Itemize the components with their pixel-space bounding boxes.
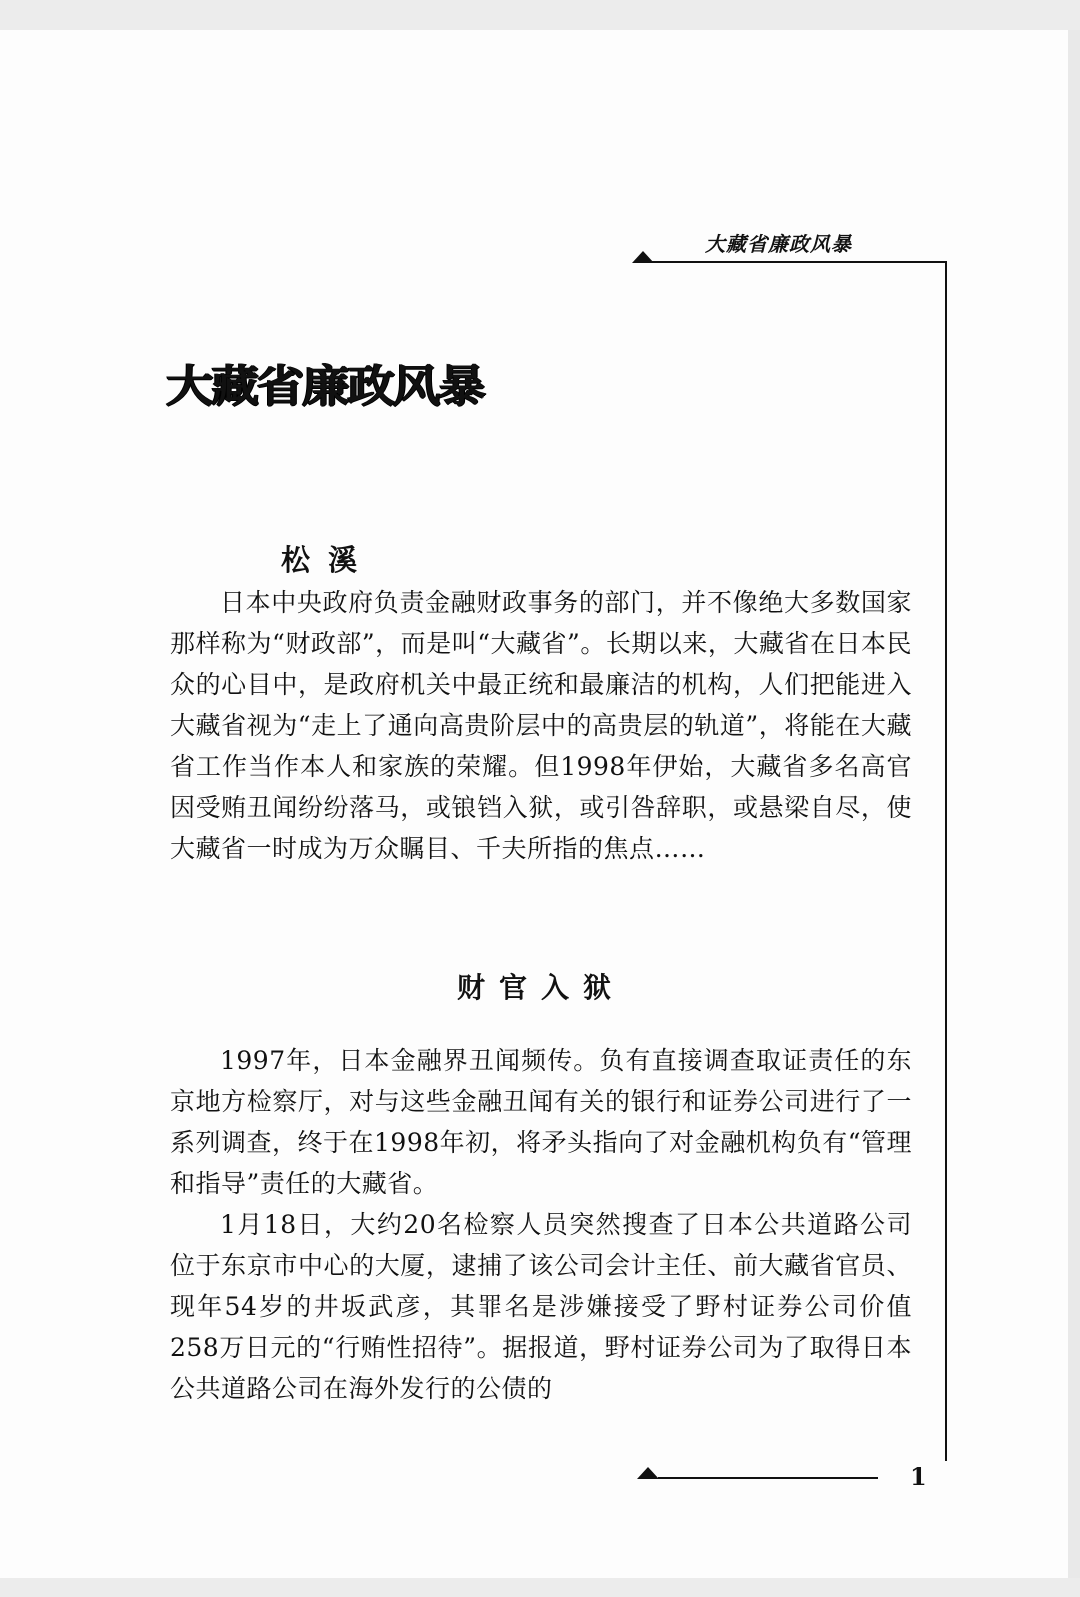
page-number: 1 [910, 1462, 927, 1491]
intro-paragraph: 日本中央政府负责金融财政事务的部门，并不像绝大多数国家那样称为“财政部”，而是叫“大藏省”。长期以来，大藏省在日本民众的心目中，是政府机关中最正统和最廉洁的机构，人们把能进入大藏省视为“走上了通向高贵阶层中的高贵层的轨道”，将能在大藏省工作当作本人和家族的荣耀。但1998年伊始，大藏省多名高官因受贿丑闻纷纷落马，或锒铛入狱，或引咎辞职，或悬梁自尽，使大藏省一时成为万众瞩目、千夫所指的焦点…… [170, 588, 912, 863]
body-paragraph-2: 1月18日，大约20名检察人员突然搜查了日本公共道路公司位于东京市中心的大厦，逮捕了该公司会计主任、前大藏省官员、现年54岁的井坂武彦，其罪名是涉嫌接受了野村证券公司价值258万日元的“行贿性招待”。据报道，野村证券公司为了取得日本公共道路公司在海外发行的公债的 [170, 1210, 912, 1403]
intro-block [170, 582, 912, 869]
author-name: 松溪 [281, 543, 376, 577]
footer-triangle-icon [637, 1467, 659, 1479]
footer-rule [658, 1477, 878, 1479]
running-header: 大藏省廉政风暴 [705, 232, 852, 256]
viewer-bottom-band [0, 1578, 1080, 1597]
body-paragraph-1: 1997年，日本金融界丑闻频传。负有直接调查取证责任的东京地方检察厅，对与这些金融丑闻有关的银行和证券公司进行了一系列调查，终于在1998年初，将矛头指向了对金融机构负有“管理和指导”责任的大藏省。 [170, 1046, 912, 1198]
chapter-title: 大藏省廉政风暴 [166, 361, 484, 412]
header-triangle-icon [632, 251, 654, 263]
header-rule [652, 261, 946, 263]
section-heading: 财官入狱 [456, 971, 625, 1004]
main-text [170, 1040, 912, 1409]
viewer-top-band [0, 0, 1080, 30]
side-rule [945, 261, 947, 1461]
